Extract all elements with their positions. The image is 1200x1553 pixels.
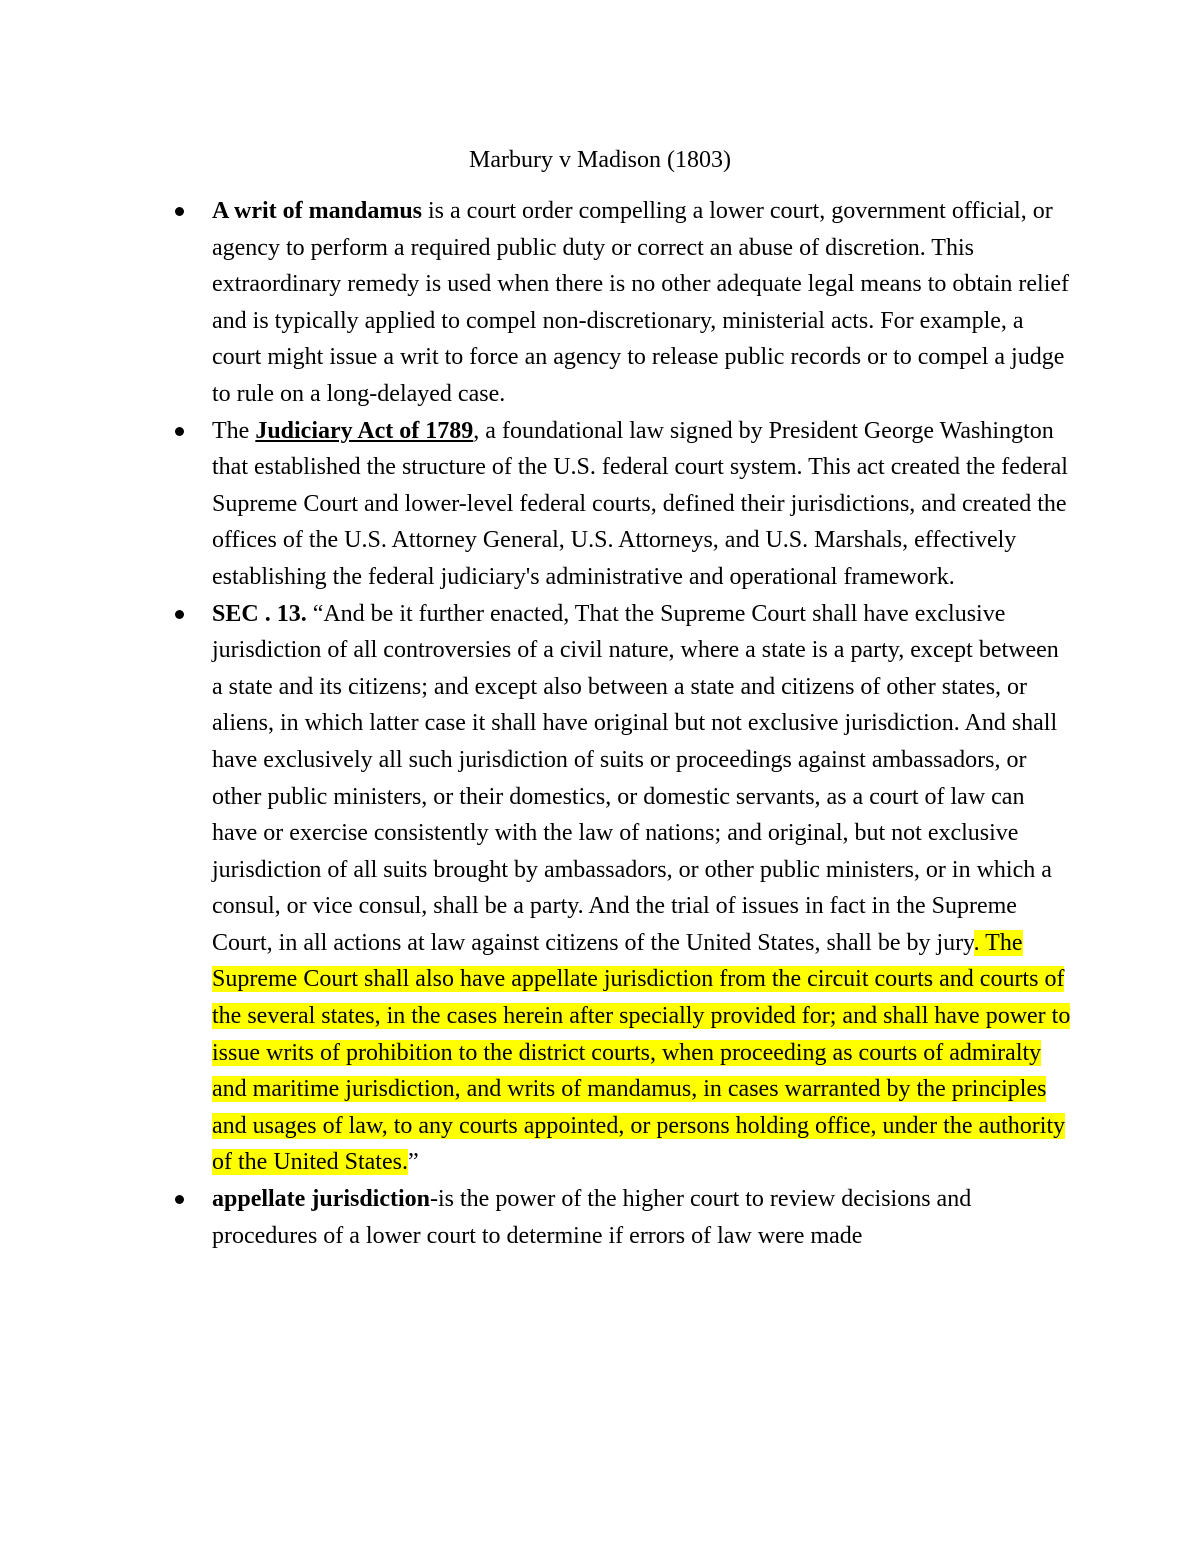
bullet-term: A writ of mandamus [212,198,423,224]
bullet-item-writ-of-mandamus [212,193,1072,413]
bullet-item-judiciary-act [212,413,1072,596]
highlighted-text: . The Supreme Court shall also have appellate jurisdiction from the circuit courts and courts of the several states, in the cases herein after specially provided for; and shall have power to issue writs of prohibition to the district courts, when proceeding as courts of admiralty and maritime jurisdiction, and writs of mandamus, in cases warranted by the principles and usages of law, to any courts appointed, or persons holding office, under the authority of the United States. [212,929,1071,1176]
bullet-item-sec-13 [212,596,1072,1182]
bullet-term: SEC . 13. [212,600,307,627]
bullet-text: , a foundational law signed by President George Washington that established the structure of the U.S. federal court system. This act created the federal Supreme Court and lower-level federal courts, defined their jurisdictions, and created the offices of the U.S. Attorney General, U.S. Attorneys, and U.S. Marshals, effectively establishing the federal judiciary's administrative and operational framework. [212,417,1068,590]
bullet-icon [175,427,184,436]
bullet-text: is a court order compelling a lower court, government official, or agency to perform a required public duty or correct an abuse of discretion. This extraordinary remedy is used when there is no other adequate legal means to obtain relief and is typically applied to compel non-discretionary, ministerial acts. For example, a court might issue a writ to force an agency to release public records or to compel a judge to rule on a long-delayed case. [212,198,1070,407]
bullet-list [212,193,1072,1254]
bullet-text: “And be it further enacted, That the Supreme Court shall have exclusive jurisdiction of all controversies of a civil nature, where a state is a party, except between a state and its citizens; and except also between a state and citizens of other states, or aliens, in which latter case it shall have original but not exclusive jurisdiction. And shall have exclusively all such jurisdiction of suits or proceedings against ambassadors, or other public ministers, or their domestics, or domestic servants, as a court of law can have or exercise consistently with the law of nations; and original, but not exclusive jurisdiction of all suits brought by ambassadors, or other public ministers, or in which a consul, or vice consul, shall be a party. And the trial of issues in fact in the Supreme Court, in all actions at law against citizens of the United States, shall be by jury [212,600,1059,956]
bullet-icon [175,207,184,216]
bullet-text: -is the power of the higher court to review decisions and procedures of a lower court to determine if errors of law were made [212,1186,972,1249]
bullet-item-appellate-jurisdiction [212,1181,1072,1254]
document-title: Marbury v Madison (1803) [469,147,731,173]
bullet-icon [175,1195,184,1204]
bullet-term: appellate jurisdiction [212,1186,431,1213]
bullet-term: Judiciary Act of 1789 [255,417,474,444]
bullet-suffix: ” [407,1149,419,1176]
bullet-prefix: The [212,417,256,444]
bullet-icon [175,610,184,619]
